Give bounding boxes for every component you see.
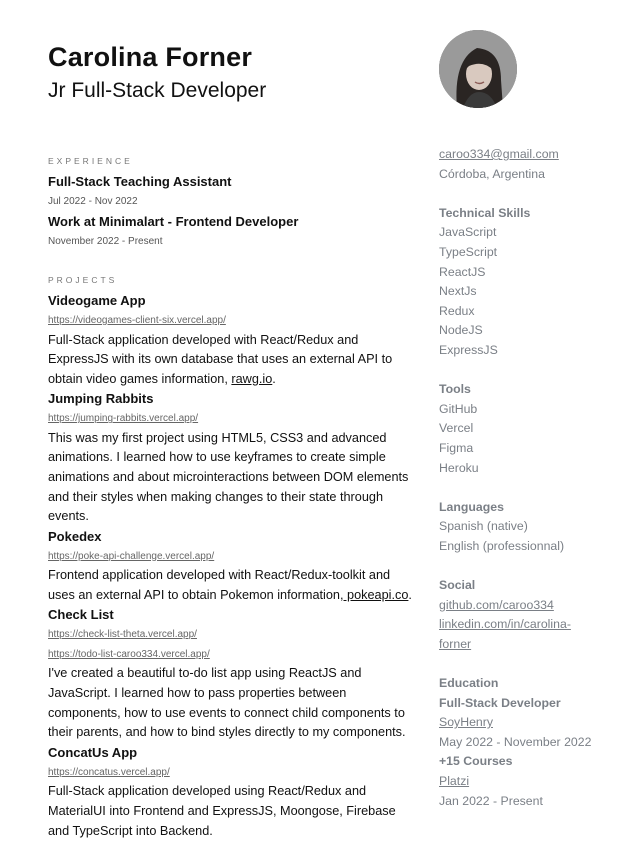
education-date: Jan 2022 - Present [439,793,543,808]
tool-item: Figma [439,440,474,455]
project-item [48,291,420,389]
project-item [48,743,420,841]
skill-item: ReactJS [439,264,486,279]
education-degree: Full-Stack Developer [439,695,561,710]
rawg-link[interactable]: rawg.io [231,371,273,386]
location: Córdoba, Argentina [439,166,545,181]
project-link[interactable]: https://check-list-theta.vercel.app/ [48,629,197,641]
experience-title: Work at Minimalart - Frontend Developer [48,214,299,229]
technical-skills-title: Technical Skills [439,205,531,220]
projects-section-title: PROJECTS [48,275,118,285]
project-item [48,527,420,606]
linkedin-link-continued[interactable]: forner [439,636,472,651]
project-description: I've created a beautiful to-do list app using ReactJS and JavaScript. I learned how to pass properties between components, how to use events to connect child components to their parents, and how to bind styles directly to my components. [48,666,406,740]
github-link[interactable]: github.com/caroo334 [439,597,554,612]
education-school-link[interactable]: Platzi [439,774,470,788]
skill-item: NodeJS [439,323,483,338]
education-degree: +15 Courses [439,754,513,769]
project-item [48,605,420,742]
experience-date: Jul 2022 - Nov 2022 [48,196,138,207]
project-link[interactable]: https://videogames-client-six.vercel.app/ [48,315,226,326]
language-item: English (professionnal) [439,538,565,553]
project-link[interactable]: https://jumping-rabbits.vercel.app/ [48,413,199,425]
tool-item: GitHub [439,401,478,416]
sidebar-column [439,145,609,811]
experience-item [48,212,420,252]
pokeapi-link[interactable]: pokeapi.co [343,587,409,602]
project-title: ConcatUs App [48,744,138,760]
skill-item: JavaScript [439,225,497,240]
project-link[interactable]: https://poke-api-challenge.vercel.app/ [48,550,215,562]
skill-item: NextJs [439,284,477,299]
project-link-secondary[interactable]: https://todo-list-caroo334.vercel.app/ [48,648,210,660]
project-description: Frontend application developed with React/Redux-toolkit and uses an external API to obtain Pokemon information, pokeapi.co. [48,568,412,602]
languages-title: Languages [439,499,504,514]
email-link[interactable]: caroo334@gmail.com [439,147,559,161]
avatar [439,30,517,108]
experience-item [48,172,420,212]
tool-item: Heroku [439,460,479,475]
experience-title: Full-Stack Teaching Assistant [48,174,232,189]
project-title: Videogame App [48,293,146,308]
tools-title: Tools [439,382,471,397]
skill-item: Redux [439,303,475,318]
linkedin-link[interactable]: linkedin.com/in/carolina- [439,617,571,632]
language-item: Spanish (native) [439,519,528,534]
project-description: This was my first project using HTML5, CSS3 and advanced animations. I learned how to use keyframes to create simple animations and about microinteractions between DOM elements and their styles when making changes to their state through events. [48,430,409,524]
experience-date: November 2022 - Present [48,236,163,247]
project-title: Jumping Rabbits [48,391,154,407]
project-link[interactable]: https://concatus.vercel.app/ [48,766,170,778]
education-school-link[interactable]: SoyHenry [439,715,493,730]
education-title: Education [439,676,499,691]
project-description: Full-Stack application developed with React/Redux and ExpressJS with its own database that uses an external API to obtain video games information, rawg.io. [48,332,393,386]
skill-item: TypeScript [439,244,498,259]
project-item [48,389,420,526]
education-date: May 2022 - November 2022 [439,734,592,749]
social-title: Social [439,578,476,593]
skill-item: ExpressJS [439,342,498,357]
person-name: Carolina Forner [48,42,253,72]
main-column [48,156,420,841]
experience-section-title: EXPERIENCE [48,156,133,166]
project-title: Check List [48,607,114,623]
project-description: Full-Stack application developed using React/Redux and MaterialUI into Frontend and ExpressJS, Moongose, Firebase and TypeScript into Backend. [48,784,396,838]
job-role: Jr Full-Stack Developer [48,79,267,102]
tool-item: Vercel [439,421,474,436]
project-title: Pokedex [48,528,102,544]
